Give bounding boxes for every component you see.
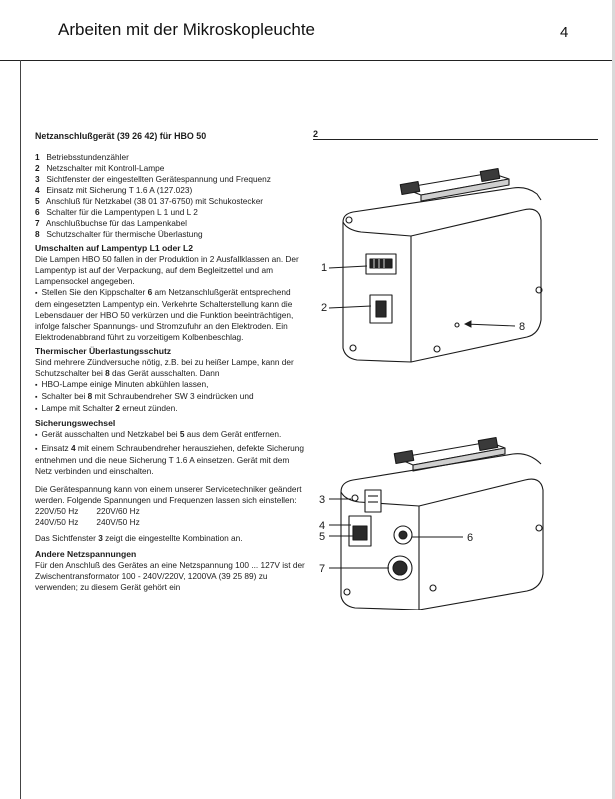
header-rule [0,60,615,61]
part-text: Einsatz mit Sicherung T 1.6 A (127.023) [46,185,193,195]
fuse-holder [365,490,381,512]
callout-2: 2 [321,302,328,314]
text-run: zeigt die eingestellte Kombination an. [102,533,243,543]
part-text: Sichtfenster der eingestellten Gerätespannung und Frequenz [46,174,271,184]
callout-1: 1 [321,262,328,274]
parts-list-item [35,185,307,196]
section-umschalten [35,243,307,343]
ref-number: 8 [105,368,110,378]
bullet-item [35,429,307,441]
subheading-thermisch: Thermischer Überlastungsschutz [35,346,172,356]
arrow-8 [465,321,471,327]
bullet-item: ▪ HBO-Lampe einige Minuten abkühlen lassen, [35,379,307,391]
part-text: Netzschalter mit Kontroll-Lampe [46,163,165,173]
ref-number: 8 [87,391,93,401]
part-text: Betriebsstundenzähler [46,152,129,162]
parts-list-item [35,229,307,240]
parts-list-item [35,174,307,185]
text-run: das Gerät ausschalten. Dann [109,368,220,378]
callout-leaders-top [329,266,515,327]
section-spannung [35,484,307,544]
figure-label: 2 [313,129,319,139]
part-number: 8 [35,229,40,239]
text-run: mit einem Schraubendreher herausziehen, defekte Sicherung entnehmen und die neue Sicherung T 1.6 A einsetzen. Gerät mit dem Netz verbinden und einschalten. [35,443,304,476]
parts-list [35,152,307,240]
device-rear-view [341,438,543,610]
ref-number: 5 [179,429,185,439]
part-number: 4 [35,185,40,195]
lamp-type-switch-knob [399,531,407,539]
text-run: am Netzanschlußgerät entsprechend dem eingesetzten Lampentyp ein. Verkehrte Schalterstellung kann die Lebensdauer der HBO 50 verkürzen und die Funktion beeinträchtigen, infolge falscher Spannungs- und Stromzufuhr an den Elektroden. Ein Elektrodenabbrand führt zu vorzeitigem Kolbenbeschlag. [35,287,294,342]
part-number: 2 [35,163,40,173]
parts-list-item [35,218,307,229]
callout-7: 7 [319,563,326,575]
parts-list-item [35,163,307,174]
part-text: Schutzschalter für thermische Überlastung [46,229,203,239]
screw [430,585,436,591]
leader-8 [465,324,515,326]
section-thermisch [35,346,307,415]
paragraph: Die Lampen HBO 50 fallen in der Produktion in 2 Ausfallklassen an. Der Lampentyp ist auf der Verpackung, auf dem Begleitzettel und am Lampensockel angegeben. [35,254,299,286]
leader-2 [329,306,371,308]
text-column [35,131,307,593]
voltage-table [35,506,158,527]
text-run: Schalter bei [41,391,88,401]
screw [536,525,542,531]
table-cell: 220V/60 Hz [96,506,140,516]
paragraph [35,357,307,379]
heading-suffix: für HBO 50 [159,131,207,141]
ref-number: 2 [115,403,120,413]
bullet-item [35,391,307,403]
subheading-sicherung: Sicherungswechsel [35,418,116,428]
section-heading [35,131,307,142]
hour-counter-digits [370,259,392,268]
callout-3: 3 [319,494,326,506]
paragraph: Für den Anschluß des Gerätes an eine Netzspannung 100 ... 127V ist der Zwischentransformator 100 - 240V/220V, 1200VA (39 25 89) zu verwenden; zu diesem Gerät gehört ein [35,560,305,592]
box-front-panel [343,222,411,362]
table-row [35,517,158,528]
lamp-socket-inner [393,561,407,575]
table-cell: 240V/50 Hz [96,516,140,527]
bullet-item [35,287,307,343]
part-number: 7 [35,218,40,228]
box-right-side [411,209,541,362]
part-text: Anschlußbuchse für das Lampenkabel [45,218,187,228]
callout-4: 4 [319,520,326,532]
table-row [35,506,158,517]
part-text: Anschluß für Netzkabel (38 01 37-6750) mit Schukostecker [45,196,264,206]
device-front-view [343,169,542,362]
parts-list-item [35,196,307,207]
text-run: Das Sichtfenster [35,533,99,543]
page-title: Arbeiten mit der Mikroskopleuchte [58,20,316,39]
part-number: 6 [35,207,40,217]
part-number: 5 [35,196,40,206]
text-run: erneut zünden. [119,403,178,413]
figure-power-supply [313,140,598,610]
heading-main: Netzanschlußgerät (39 26 42) [35,131,160,141]
screw [350,345,356,351]
voltage-window [352,495,358,501]
screw [344,589,350,595]
bullet-item [35,443,307,477]
text-run: Lampe mit Schalter [41,403,116,413]
part-text: Schalter für die Lampentypen L 1 und L 2 [46,207,198,217]
part-number: 3 [35,174,40,184]
text-run: aus dem Gerät entfernen. [184,429,282,439]
parts-list-item [35,207,307,218]
section-andere [35,549,307,593]
subheading-umschalten: Umschalten auf Lampentyp L1 oder L2 [35,243,194,253]
subheading-andere: Andere Netzspannungen [35,549,137,559]
power-switch-rocker [376,301,386,317]
part-number: 1 [35,152,40,162]
text-run: Einsatz [41,443,71,453]
margin-rule [20,60,21,799]
page-number: 4 [560,24,569,41]
paragraph [35,533,307,544]
text-run: Gerät ausschalten und Netzkabel bei [41,429,180,439]
box-top-front [343,222,411,236]
callout-8: 8 [519,321,526,333]
box-side [419,479,543,610]
callout-6: 6 [467,532,474,544]
bullet-item [35,403,307,415]
thermal-reset-hole [455,323,459,327]
text-run: mit Schraubendreher SW 3 eindrücken und [92,391,254,401]
paragraph: Die Gerätespannung kann von einem unserer Servicetechniker geändert werden. Folgende Spannungen und Frequenzen lassen sich einstellen: [35,484,302,505]
table-cell: 220V/50 Hz [35,506,79,516]
ref-number: 6 [147,287,153,297]
callout-5: 5 [319,531,326,543]
ref-number: 3 [98,533,103,543]
section-sicherung [35,418,307,477]
ref-number: 4 [71,443,76,453]
parts-list-item [35,152,307,163]
text-run: Sind mehrere Zündversuche nötig, z.B. bei zu heißer Lampe, kann der Schutzschalter bei [35,357,294,378]
text-run: Stellen Sie den Kippschalter [41,287,148,297]
mains-socket [353,526,367,540]
leader-1 [329,266,367,268]
table-cell: 240V/50 Hz [35,516,79,527]
screw [346,217,352,223]
screw [434,346,440,352]
